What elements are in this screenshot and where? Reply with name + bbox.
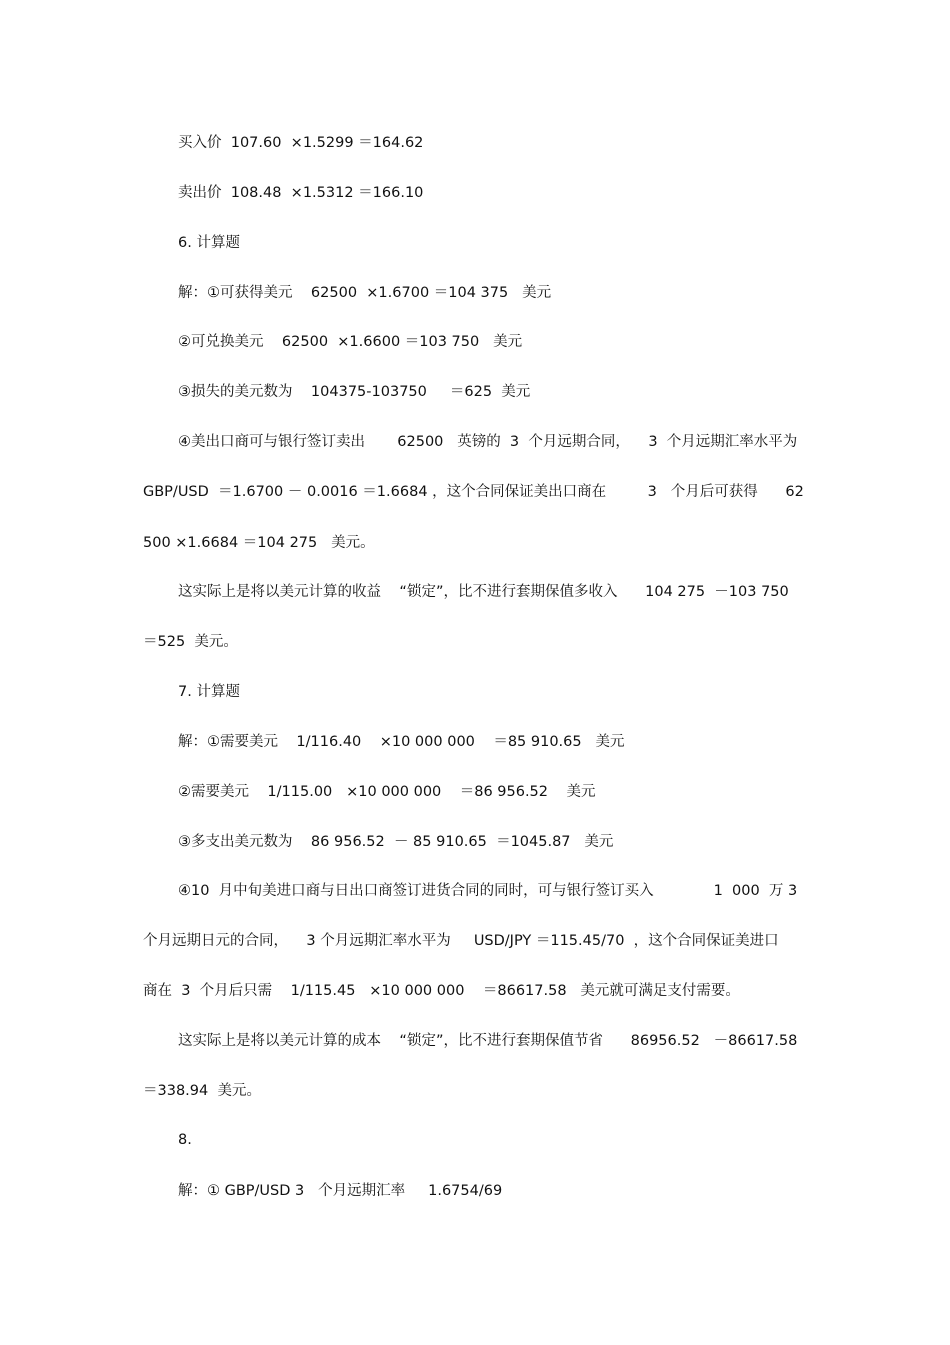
text-line: ④10 月中旬美进口商与日出口商签订进货合同的同时，可与银行签订买入 1 000 万 3: [178, 883, 798, 899]
text-line: ②可兑换美元 62500 ×1.6600 ＝103 750 美元: [178, 334, 523, 350]
text-line: 解：①需要美元 1/116.40 ×10 000 000 ＝85 910.65 美元: [178, 734, 625, 750]
text-line: 500 ×1.6684 ＝104 275 美元。: [143, 535, 375, 551]
text-line: ＝338.94 美元。: [143, 1083, 261, 1099]
text-line: 商在 3 个月后只需 1/115.45 ×10 000 000 ＝86617.58 美元就可满足支付需要。: [143, 983, 740, 999]
text-line: GBP/USD ＝1.6700 － 0.0016 ＝1.6684 ，这个合同保证美出口商在 3 个月后可获得 62: [143, 484, 804, 500]
text-line: 这实际上是将以美元计算的成本 “锁定”，比不进行套期保值节省 86956.52 －86617.58: [178, 1033, 798, 1049]
section-heading: 8.: [178, 1132, 192, 1148]
text-line: ③损失的美元数为 104375-103750 ＝625 美元: [178, 384, 531, 400]
text-line: ②需要美元 1/115.00 ×10 000 000 ＝86 956.52 美元: [178, 784, 596, 800]
section-heading: 7. 计算题: [178, 684, 240, 700]
text-line: 解：①可获得美元 62500 ×1.6700 ＝104 375 美元: [178, 285, 552, 301]
text-line: 买入价 107.60 ×1.5299 ＝164.62: [178, 135, 424, 151]
text-line: 解：① GBP/USD 3 个月远期汇率 1.6754/69: [178, 1183, 503, 1199]
section-heading: 6. 计算题: [178, 235, 240, 251]
text-line: ④美出口商可与银行签订卖出 62500 英镑的 3 个月远期合同， 3 个月远期汇率水平为: [178, 434, 798, 450]
text-line: 这实际上是将以美元计算的收益 “锁定”，比不进行套期保值多收入 104 275 －103 750: [178, 584, 789, 600]
text-line: ③多支出美元数为 86 956.52 － 85 910.65 ＝1045.87 美元: [178, 834, 614, 850]
text-line: ＝525 美元。: [143, 634, 238, 650]
text-line: 卖出价 108.48 ×1.5312 ＝166.10: [178, 185, 424, 201]
text-line: 个月远期日元的合同， 3 个月远期汇率水平为 USD/JPY ＝115.45/70 ，这个合同保证美进口: [143, 933, 779, 949]
